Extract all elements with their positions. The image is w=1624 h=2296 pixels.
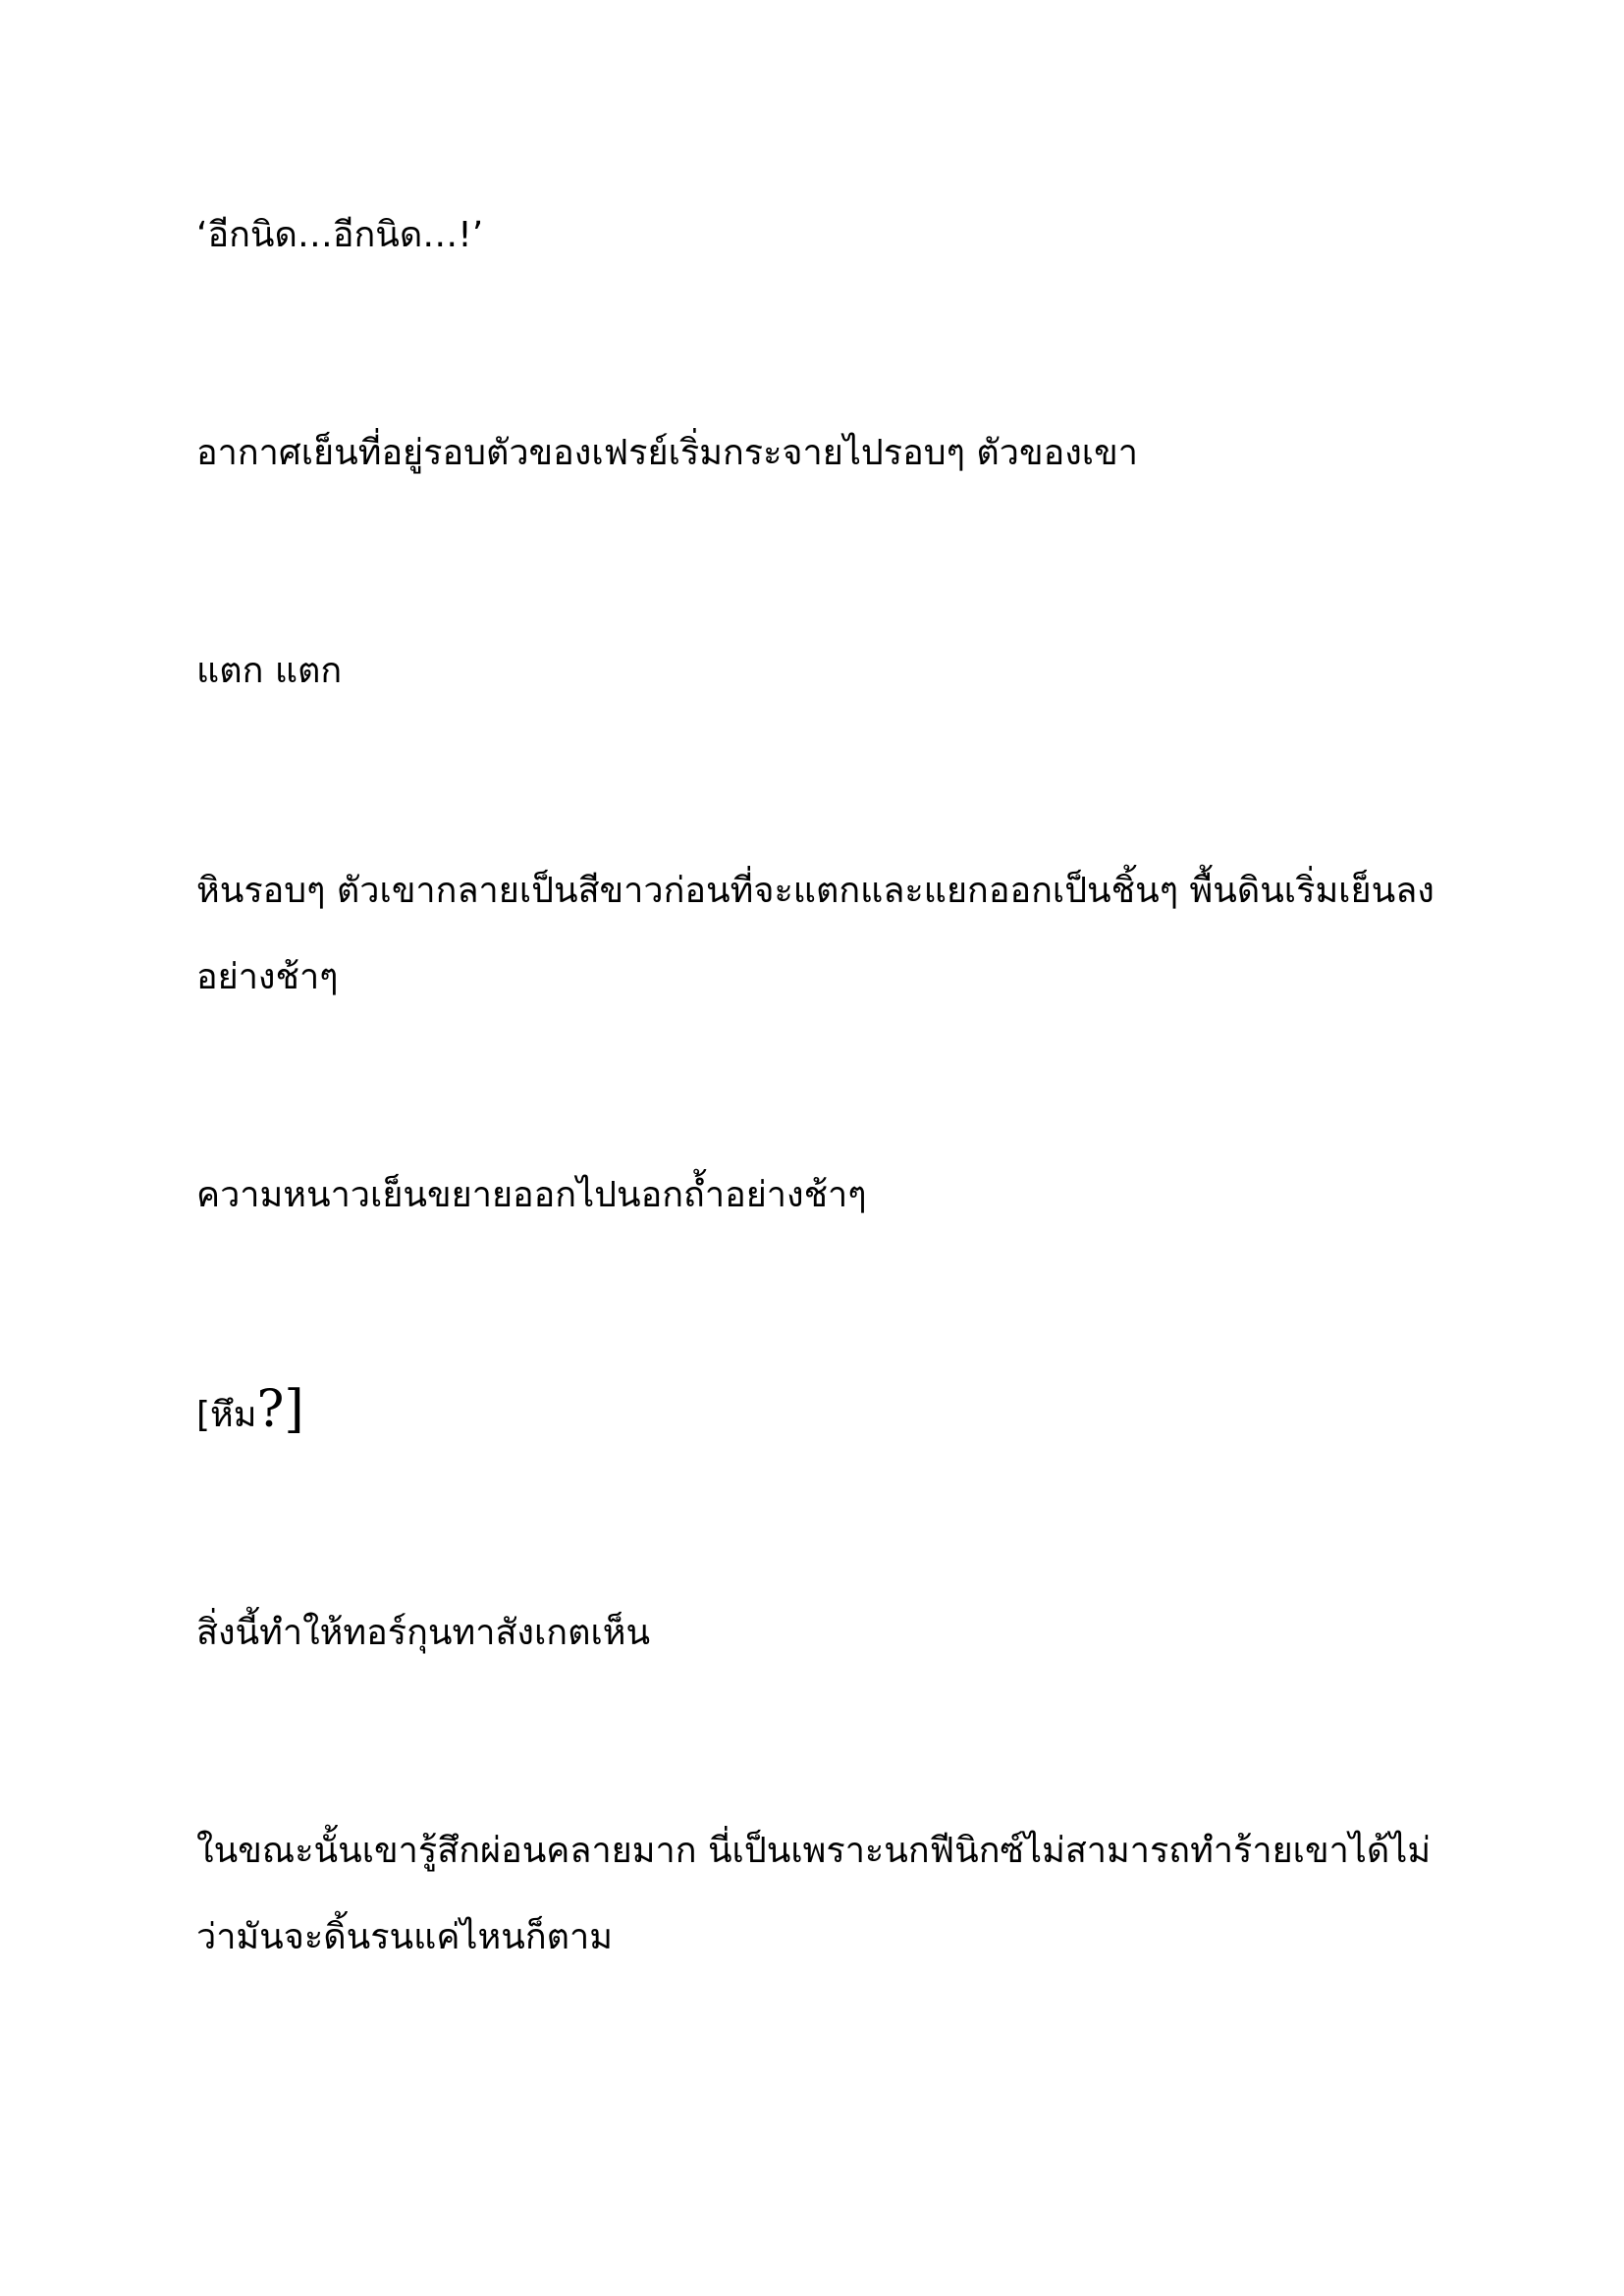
paragraph-3: แตก แตก [196, 651, 343, 691]
paragraph-6-suffix: ?] [256, 1380, 304, 1439]
paragraph-7: สิ่งนี้ทำให้ทอร์กุนทาสังเกตเห็น [196, 1613, 651, 1653]
paragraph-5: ความหนาวเย็นขยายออกไปนอกถ้ำอย่างช้าๆ [196, 1175, 867, 1215]
paragraph-4: หินรอบๆ ตัวเขากลายเป็นสีขาวก่อนที่จะแตกและแยกออกเป็นชิ้นๆ พื้นดินเริ่มเย็นลงอย่างช้าๆ [196, 871, 1435, 997]
paragraph-6-prefix: [หึม [196, 1395, 257, 1435]
paragraph-1: ‘อีกนิด…อีกนิด…!’ [196, 215, 484, 255]
paragraph-8: ในขณะนั้นเขารู้สึกผ่อนคลายมาก นี่เป็นเพราะนกฟีนิกซ์ไม่สามารถทำร้ายเขาได้ไม่ว่ามันจะดิ้นรนแค่ไหนก็ตาม [196, 1831, 1432, 1957]
paragraph-2: อากาศเย็นที่อยู่รอบตัวของเฟรย์เริ่มกระจายไปรอบๆ ตัวของเขา [196, 433, 1138, 473]
paragraph-6 [196, 1372, 1453, 1459]
